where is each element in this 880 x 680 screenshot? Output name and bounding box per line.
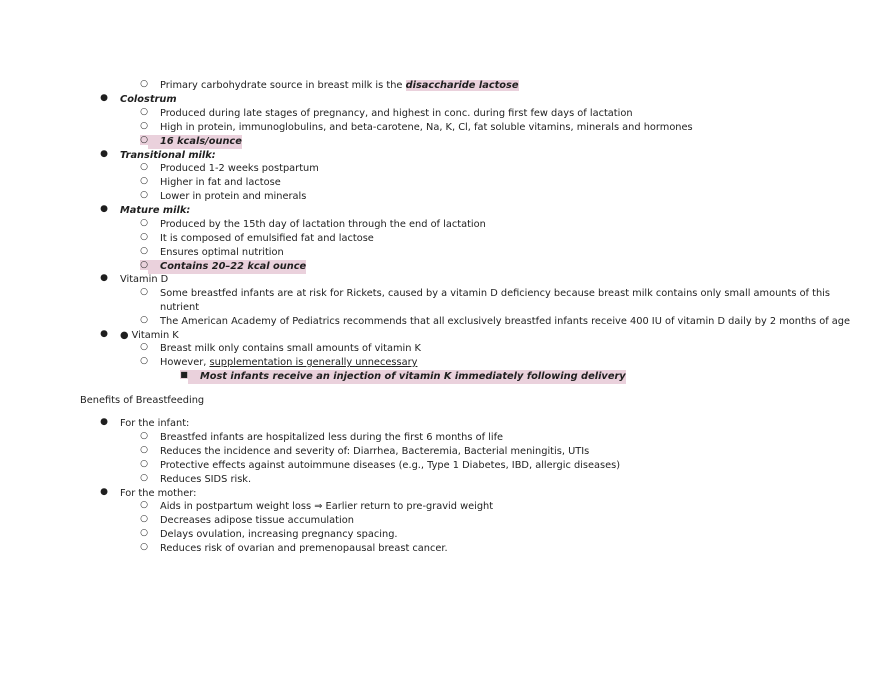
section-heading-vitamin-k: ● Vitamin K (120, 330, 179, 341)
list-item-highlight: Most infants receive an injection of vitamin K immediately following delivery (188, 370, 626, 384)
bullet-hollow-icon: ○ (140, 121, 148, 131)
bullet-hollow-icon: ○ (140, 315, 148, 325)
list-item: Higher in fat and lactose (160, 177, 281, 188)
bullet-hollow-icon: ○ (140, 500, 148, 510)
bullet-hollow-icon: ○ (140, 79, 148, 89)
list-item-highlight: Contains 20–22 kcal ounce (148, 260, 306, 274)
list-item: Reduces SIDS risk. (160, 474, 252, 485)
list-item: Breast milk only contains small amounts of vitamin K (160, 343, 421, 354)
list-item: However, supplementation is generally unnecessary (160, 357, 418, 368)
bullet-hollow-icon: ○ (140, 135, 148, 145)
list-item: Produced during late stages of pregnancy, and highest in conc. during first few days of lactation (160, 108, 633, 119)
bullet-filled-icon: ● (100, 329, 108, 339)
list-item: Ensures optimal nutrition (160, 247, 284, 258)
list-item: Primary carbohydrate source in breast milk is the disaccharide lactose (160, 80, 519, 91)
bullet-hollow-icon: ○ (140, 356, 148, 366)
bullet-filled-icon: ● (100, 149, 108, 159)
bullet-hollow-icon: ○ (140, 342, 148, 352)
section-heading-colostrum: Colostrum (120, 94, 177, 105)
bullet-filled-icon: ● (100, 93, 108, 103)
section-heading-mature: Mature milk: (120, 205, 191, 216)
list-item: Produced 1-2 weeks postpartum (160, 163, 319, 174)
bullet-hollow-icon: ○ (140, 260, 148, 270)
bullet-hollow-icon: ○ (140, 459, 148, 469)
section-heading-transitional: Transitional milk: (120, 150, 216, 161)
list-item: Produced by the 15th day of lactation through the end of lactation (160, 219, 486, 230)
list-item: High in protein, immunoglobulins, and beta-carotene, Na, K, Cl, fat soluble vitamins, minerals and hormones (160, 122, 693, 133)
list-item: Reduces risk of ovarian and premenopausal breast cancer. (160, 543, 448, 554)
bullet-filled-icon: ● (100, 204, 108, 214)
bullet-hollow-icon: ○ (140, 246, 148, 256)
bullet-hollow-icon: ○ (140, 542, 148, 552)
bullet-filled-icon: ● (100, 417, 108, 427)
bullet-hollow-icon: ○ (140, 162, 148, 172)
list-item: Lower in protein and minerals (160, 191, 307, 202)
section-heading-mother: For the mother: (120, 488, 197, 499)
bullet-hollow-icon: ○ (140, 107, 148, 117)
bullet-hollow-icon: ○ (140, 528, 148, 538)
bullet-hollow-icon: ○ (140, 287, 148, 297)
section-heading-vitamin-d: Vitamin D (120, 274, 169, 285)
bullet-hollow-icon: ○ (140, 218, 148, 228)
list-item: Aids in postpartum weight loss ⇒ Earlier return to pre-gravid weight (160, 501, 494, 512)
list-item: It is composed of emulsified fat and lactose (160, 233, 374, 244)
bullet-hollow-icon: ○ (140, 190, 148, 200)
list-item: The American Academy of Pediatrics recommends that all exclusively breastfed infants receive 400 IU of vitamin D daily by 2 months of age (160, 316, 851, 327)
list-item: Some breastfed infants are at risk for Rickets, caused by a vitamin D deficiency because breast milk contains only small amounts of this (160, 288, 831, 299)
bullet-hollow-icon: ○ (140, 473, 148, 483)
list-item: Protective effects against autoimmune diseases (e.g., Type 1 Diabetes, IBD, allergic diseases) (160, 460, 621, 471)
list-item-highlight: 16 kcals/ounce (148, 135, 242, 149)
bullet-hollow-icon: ○ (140, 514, 148, 524)
section-title-benefits: Benefits of Breastfeeding (80, 395, 205, 406)
bullet-hollow-icon: ○ (140, 431, 148, 441)
list-item: Reduces the incidence and severity of: Diarrhea, Bacteremia, Bacterial meningitis, UTIs (160, 446, 590, 457)
list-item: Breastfed infants are hospitalized less during the first 6 months of life (160, 432, 504, 443)
bullet-filled-icon: ● (100, 487, 108, 497)
list-item-continuation: nutrient (160, 302, 200, 313)
bullet-hollow-icon: ○ (140, 445, 148, 455)
bullet-square-icon: ■ (180, 370, 188, 379)
bullet-hollow-icon: ○ (140, 232, 148, 242)
bullet-filled-icon: ● (100, 273, 108, 283)
list-item: Decreases adipose tissue accumulation (160, 515, 354, 526)
highlighted-text: disaccharide lactose (405, 80, 519, 91)
list-item: Delays ovulation, increasing pregnancy spacing. (160, 529, 398, 540)
bullet-hollow-icon: ○ (140, 176, 148, 186)
section-heading-infant: For the infant: (120, 418, 190, 429)
underlined-text: supplementation is generally unnecessary (209, 357, 418, 368)
